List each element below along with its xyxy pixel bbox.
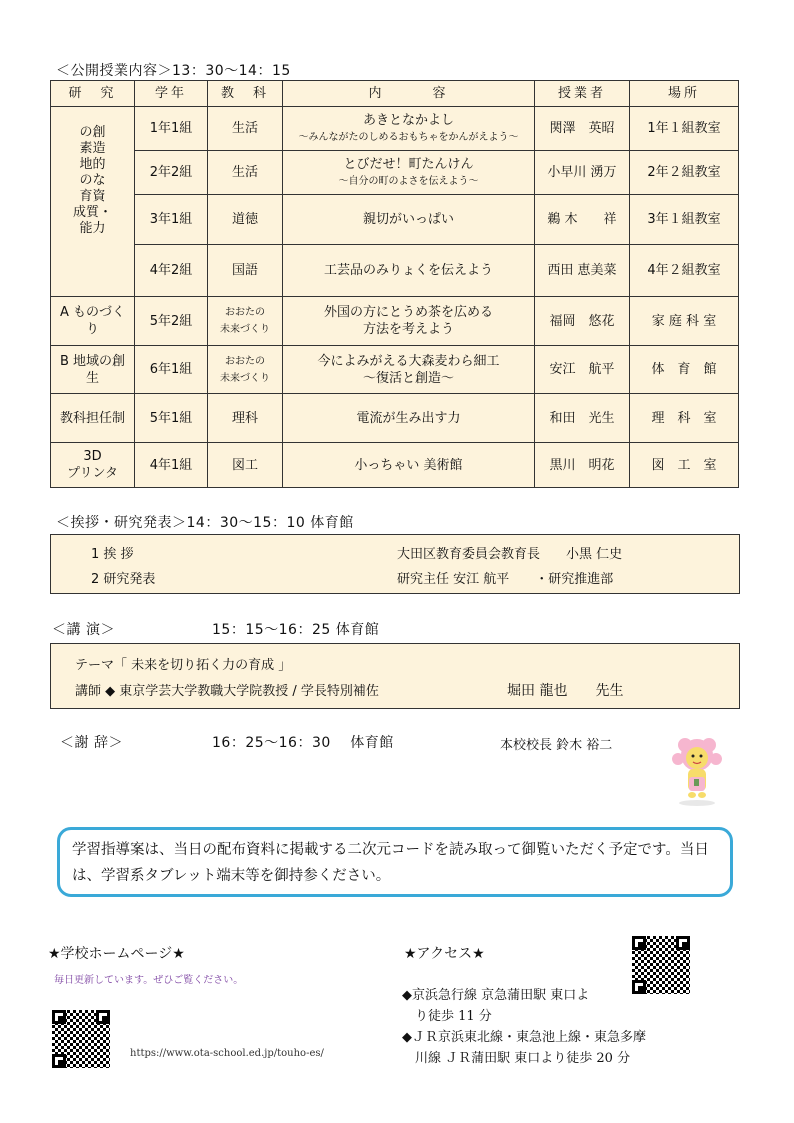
place-cell: 体 育 館 bbox=[630, 346, 739, 394]
place-cell: 図 工 室 bbox=[630, 443, 739, 488]
research-group-label: の創 素造 地的 のな 育資 成質・ 能力 bbox=[51, 107, 135, 297]
public-lessons-title: ＜公開授業内容＞13：30〜14：15 bbox=[56, 63, 291, 79]
mascot-illustration bbox=[668, 735, 726, 807]
lecture-box bbox=[50, 643, 740, 709]
presentation-item-label: 2 研究発表 bbox=[91, 572, 156, 587]
lessons-table bbox=[50, 80, 739, 488]
teacher-cell: 安江 航平 bbox=[535, 346, 630, 394]
header-content: 内 容 bbox=[283, 81, 535, 107]
homepage-qr-code[interactable] bbox=[52, 1010, 110, 1068]
content-cell bbox=[283, 107, 535, 151]
content-cell bbox=[283, 151, 535, 195]
content-cell: 親切がいっぱい bbox=[283, 195, 535, 245]
header-subject: 教 科 bbox=[208, 81, 283, 107]
place-cell: 1年１組教室 bbox=[630, 107, 739, 151]
greeting-item-person: 大田区教育委員会教育長 小黒 仁史 bbox=[397, 547, 623, 562]
table-row bbox=[51, 394, 739, 443]
place-cell: 3年１組教室 bbox=[630, 195, 739, 245]
homepage-title: ★学校ホームページ★ bbox=[48, 946, 185, 962]
place-cell: 2年２組教室 bbox=[630, 151, 739, 195]
closing-speaker: 本校校長 鈴木 裕二 bbox=[500, 738, 613, 753]
lecture-lecturer-name: 堀田 龍也 先生 bbox=[507, 683, 624, 699]
subject-cell: 理科 bbox=[208, 394, 283, 443]
access-line-keikyu: ◆京浜急行線 京急蒲田駅 東口よ り徒歩 11 分 bbox=[402, 988, 590, 1024]
header-grade: 学年 bbox=[135, 81, 208, 107]
research-cell: B 地域の創生 bbox=[51, 346, 135, 394]
teacher-cell: 小早川 湧万 bbox=[535, 151, 630, 195]
grade-cell: 5年1組 bbox=[135, 394, 208, 443]
content-cell: 小っちゃい 美術館 bbox=[283, 443, 535, 488]
table-row bbox=[51, 195, 739, 245]
subject-cell: 生活 bbox=[208, 151, 283, 195]
notice-box: 学習指導案は、当日の配布資料に掲載する二次元コードを読み取って御覧いただく予定です。当日は、学習系タブレット端末等を御持参ください。 bbox=[57, 827, 733, 897]
subject-cell: 道徳 bbox=[208, 195, 283, 245]
header-place: 場所 bbox=[630, 81, 739, 107]
grade-cell: 3年1組 bbox=[135, 195, 208, 245]
greeting-box bbox=[50, 534, 740, 594]
lecture-time: 15：15〜16：25 体育館 bbox=[212, 622, 380, 638]
closing-time: 16：25〜16：30 体育館 bbox=[212, 735, 394, 751]
subject-cell: おおたの 未来づくり bbox=[208, 346, 283, 394]
research-cell: 教科担任制 bbox=[51, 394, 135, 443]
presentation-item-person: 研究主任 安江 航平 ・研究推進部 bbox=[397, 572, 614, 587]
closing-title: ＜謝 辞＞ bbox=[60, 735, 123, 751]
access-title: ★アクセス★ bbox=[404, 946, 485, 962]
table-row bbox=[51, 346, 739, 394]
grade-cell: 4年2組 bbox=[135, 245, 208, 297]
header-teacher: 授業者 bbox=[535, 81, 630, 107]
lecture-title: ＜講 演＞ bbox=[52, 622, 115, 638]
table-row bbox=[51, 151, 739, 195]
table-row bbox=[51, 297, 739, 346]
greeting-item-label: 1 挨 拶 bbox=[91, 547, 134, 562]
lecture-lecturer: 講師 ◆ 東京学芸大学教職大学院教授 / 学長特別補佐 bbox=[75, 684, 379, 699]
place-cell: 理 科 室 bbox=[630, 394, 739, 443]
grade-cell: 1年1組 bbox=[135, 107, 208, 151]
access-qr-code[interactable] bbox=[632, 936, 690, 994]
teacher-cell: 福岡 悠花 bbox=[535, 297, 630, 346]
header-research: 研 究 bbox=[51, 81, 135, 107]
table-row bbox=[51, 107, 739, 151]
table-row bbox=[51, 443, 739, 488]
research-cell: 3D プリンタ bbox=[51, 443, 135, 488]
access-line-jr: ◆ＪＲ京浜東北線・東急池上線・東急多摩 川線 ＪＲ蒲田駅 東口より徒歩 20 分 bbox=[402, 1030, 646, 1066]
grade-cell: 5年2組 bbox=[135, 297, 208, 346]
place-cell: 4年２組教室 bbox=[630, 245, 739, 297]
table-header-row bbox=[51, 81, 739, 107]
grade-cell: 2年2組 bbox=[135, 151, 208, 195]
teacher-cell: 黒川 明花 bbox=[535, 443, 630, 488]
lecture-theme: テーマ「 未来を切り拓く力の育成 」 bbox=[75, 658, 292, 673]
grade-cell: 4年1組 bbox=[135, 443, 208, 488]
teacher-cell: 関澤 英昭 bbox=[535, 107, 630, 151]
content-main: あきとなかよし bbox=[362, 112, 454, 128]
homepage-url[interactable]: https://www.ota-school.ed.jp/touho-es/ bbox=[130, 1048, 324, 1059]
subject-cell: 国語 bbox=[208, 245, 283, 297]
homepage-note: 毎日更新しています。ぜひご覧ください。 bbox=[54, 975, 244, 986]
content-main: とびだせ！町たんけん bbox=[343, 156, 474, 172]
content-cell: 工芸品のみりょくを伝えよう bbox=[283, 245, 535, 297]
content-cell: 今によみがえる大森麦わら細工 〜復活と創造〜 bbox=[283, 346, 535, 394]
content-cell: 電流が生み出す力 bbox=[283, 394, 535, 443]
greeting-title: ＜挨拶・研究発表＞14：30〜15：10 体育館 bbox=[56, 515, 354, 531]
content-sub: 〜自分の町のよさを伝えよう〜 bbox=[338, 175, 479, 187]
subject-cell: おおたの 未来づくり bbox=[208, 297, 283, 346]
teacher-cell: 鵜 木 祥 bbox=[535, 195, 630, 245]
content-cell: 外国の方にとうめ茶を広める 方法を考えよう bbox=[283, 297, 535, 346]
place-cell: 家 庭 科 室 bbox=[630, 297, 739, 346]
teacher-cell: 西田 恵美菜 bbox=[535, 245, 630, 297]
grade-cell: 6年1組 bbox=[135, 346, 208, 394]
research-cell: A ものづくり bbox=[51, 297, 135, 346]
table-row bbox=[51, 245, 739, 297]
subject-cell: 生活 bbox=[208, 107, 283, 151]
content-sub: 〜みんながたのしめるおもちゃをかんがえよう〜 bbox=[298, 131, 519, 143]
teacher-cell: 和田 光生 bbox=[535, 394, 630, 443]
subject-cell: 図工 bbox=[208, 443, 283, 488]
